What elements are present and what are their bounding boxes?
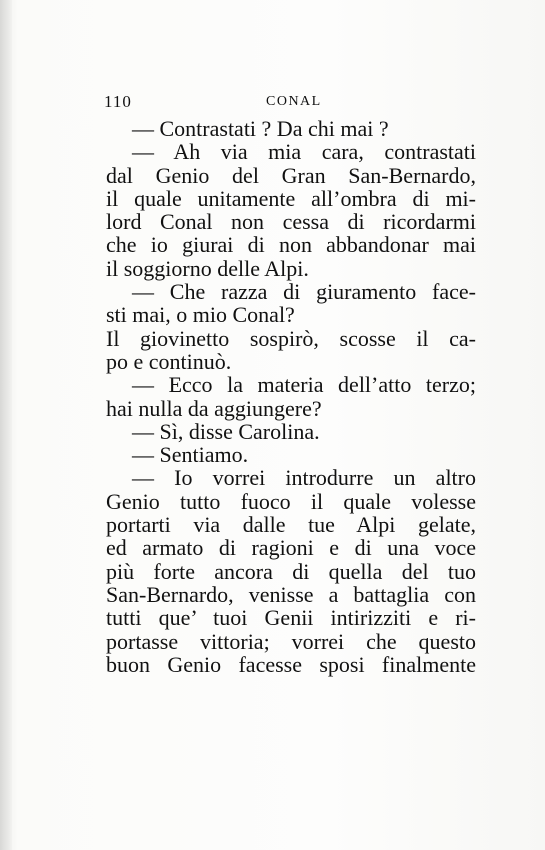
text-line: ed armato di ragioni e di una voce bbox=[106, 535, 476, 561]
text-line: — Che razza di giuramento face- bbox=[132, 279, 476, 305]
text-line: lord Conal non cessa di ricordarmi bbox=[106, 209, 476, 235]
text-line: più forte ancora di quella del tuo bbox=[106, 558, 476, 584]
text-line: Il giovinetto sospirò, scosse il ca- bbox=[106, 325, 476, 351]
text-line: il soggiorno delle Alpi. bbox=[106, 255, 309, 281]
text-line: — Ecco la materia dell’atto terzo; bbox=[132, 372, 476, 398]
body-text bbox=[106, 117, 476, 676]
text-line: dal Genio del Gran San-Bernardo, bbox=[106, 162, 476, 188]
text-line: sti mai, o mio Conal? bbox=[106, 302, 295, 328]
text-line: San-Bernardo, venisse a battaglia con bbox=[106, 581, 476, 607]
text-line: — Ah via mia cara, contrastati bbox=[132, 139, 476, 165]
text-line: portasse vittoria; vorrei che questo bbox=[106, 628, 476, 654]
text-line: che io giurai di non abbandonar mai bbox=[106, 232, 476, 258]
text-line: — Sentiamo. bbox=[132, 442, 249, 468]
text-line: po e continuò. bbox=[106, 348, 232, 374]
text-line: il quale unitamente all’ombra di mi- bbox=[106, 185, 476, 211]
text-line: buon Genio facesse sposi finalmente bbox=[106, 651, 476, 677]
text-line: Genio tutto fuoco il quale volesse bbox=[106, 488, 476, 514]
text-line: — Contrastati ? Da chi mai ? bbox=[132, 116, 389, 141]
text-line: — Sì, disse Carolina. bbox=[132, 418, 320, 444]
text-line: portarti via dalle tue Alpi gelate, bbox=[106, 512, 476, 538]
text-line: tutti que’ tuoi Genii intirizziti e ri- bbox=[106, 605, 476, 631]
page-gutter-shadow bbox=[0, 0, 12, 850]
page-number: 110 bbox=[104, 92, 132, 111]
text-line: hai nulla da aggiungere? bbox=[106, 395, 322, 421]
running-title: CONAL bbox=[266, 94, 322, 109]
text-line: — Io vorrei introdurre un altro bbox=[132, 465, 476, 491]
page-header bbox=[104, 92, 476, 116]
